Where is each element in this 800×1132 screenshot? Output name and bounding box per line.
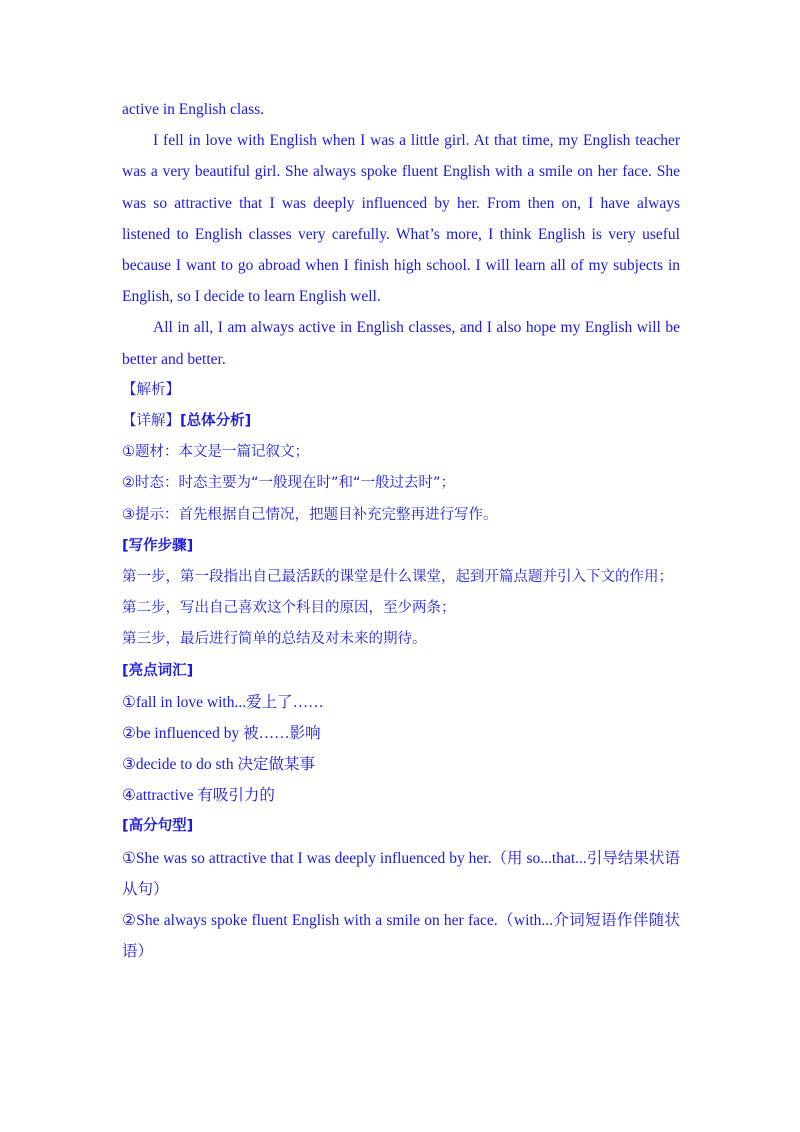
vocab-title: [亮点词汇] — [122, 662, 194, 679]
overall-analysis-title: [总体分析] — [180, 413, 252, 429]
detail-line — [122, 406, 680, 437]
essay-paragraph-1: I fell in love with English when I was a little girl. At that time, my English teacher was a very beautiful girl. She always spoke fluent English with a smile on her face. She was so attractive that I was deeply influenced by her. From then on, I have always listened to English classes very carefully. What’s more, I think English is very useful because I want to go abroad when I finish high school. I will learn all of my subjects in English, so I decide to learn English well. — [122, 132, 680, 306]
sentence-pattern-item: ②She always spoke fluent English with a smile on her face.（with...介词短语作伴随状语） — [122, 912, 680, 961]
analysis-item: ②时态：时态主要为“一般现在时”和“一般过去时”； — [122, 475, 456, 492]
writing-step: 第二步，写出自己喜欢这个科目的原因，至少两条； — [122, 600, 456, 617]
analysis-heading: 【解析】 — [122, 381, 180, 398]
sentence-patterns-title: [高分句型] — [122, 818, 194, 835]
sentence-pattern-item: ①She was so attractive that I was deeply influenced by her.（用 so...that...引导结果状语从句） — [122, 849, 680, 898]
writing-steps-title: [写作步骤] — [122, 537, 194, 554]
vocab-item: ②be influenced by 被……影响 — [122, 724, 321, 742]
essay-paragraph-tail: active in English class. — [122, 101, 265, 118]
vocab-item: ③decide to do sth 决定做某事 — [122, 756, 315, 774]
essay-paragraph-2: All in all, I am always active in English classes, and I also hope my English will be better and better. — [122, 319, 680, 368]
writing-step: 第三步，最后进行简单的总结及对未来的期待。 — [122, 631, 427, 648]
analysis-item: ①题材：本文是一篇记叙文； — [122, 444, 309, 461]
writing-step: 第一步，第一段指出自己最活跃的课堂是什么课堂，起到开篇点题并引入下文的作用； — [122, 568, 673, 585]
document-body — [122, 94, 680, 967]
vocab-item: ①fall in love with...爱上了…… — [122, 693, 324, 711]
detail-prefix: 【详解】 — [122, 413, 180, 429]
analysis-item: ③提示：首先根据自己情况，把题目补充完整再进行写作。 — [122, 506, 498, 523]
vocab-item: ④attractive 有吸引力的 — [122, 787, 275, 805]
